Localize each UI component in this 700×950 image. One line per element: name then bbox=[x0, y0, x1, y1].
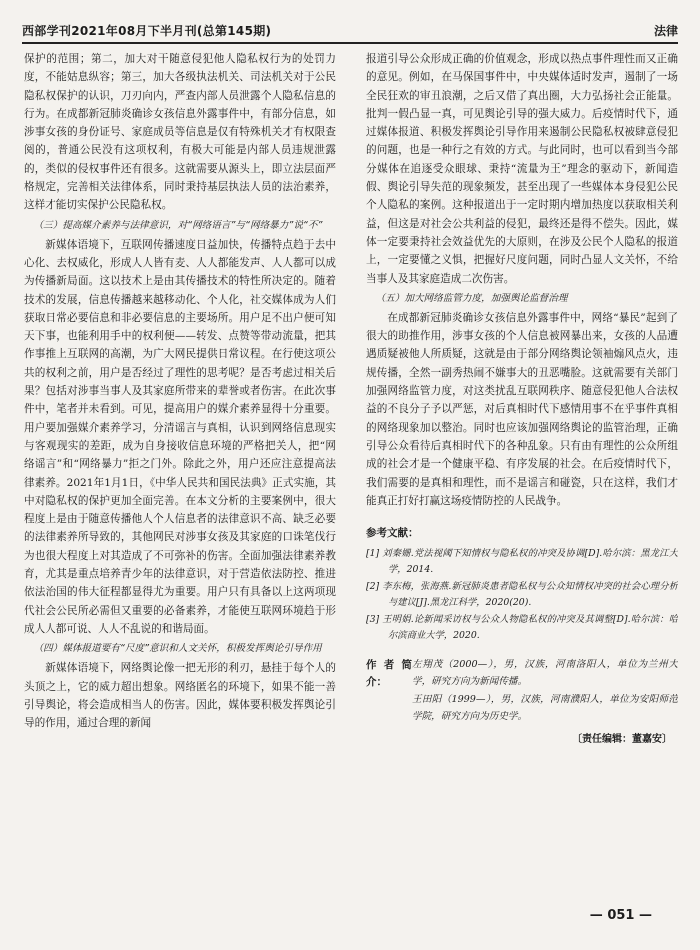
reference-item: [2] 李东梅，张海燕.新冠肺炎患者隐私权与公众知情权冲突的社会心理分析与建议[J].黑龙江科学，2020(20). bbox=[366, 581, 678, 608]
author-bio: 王田阳（1999—），男，汉族，河南濮阳人，单位为安阳师范学院，研究方向为历史学。 bbox=[412, 694, 678, 722]
body-paragraph: 保护的范围；第二，加大对干随意侵犯他人隐私权行为的处罚力度，不能姑息纵容；第三，加大各级执法机关、司法机关对于公民隐私权保护的认识，刀刃向内，严查内部人员泄露个人隐私信息的行为。在成都新冠肺炎确诊女孩信息外露事件中，有部分信息，如涉事女孩的身份证号、家庭成员等信息是仅有特殊机关才有权限查阅的，普通公民没有这项权利，有极大可能是内部人员违规泄露的，类似的侵权事件还有很多。这就需要从源头上，即立法层面严格规定，完善相关法律体系，同时秉持基层执法人员的法治素养，这样才能切实保护公民隐私权。 bbox=[24, 53, 336, 212]
body-paragraph: 报道引导公众形成正确的价值观念，形成以热点事件理性而又正确的意见。例如，在马保国事件中，中央媒体适时发声，遏制了一场全民狂欢的审丑浪潮，之后又借了真出圈，大力弘扬社会正能量。批判一假凸显一真，可见舆论引导的强大威力。后疫情时代下，通过媒体报道、积极发挥舆论引导作用来遏制公民隐私权被肆意侵犯的问题，也是一种行之有效的方式。与此同时，也可以看到当今部分媒体在追逐受众眼球、秉持“流量为王”理念的驱动下，新闻造假、舆论引导失范的现象频发，甚至出现了一些媒体本身侵犯公民个人隐私的案例。这种报道出于一定时期内增加热度以获取相关利益，但这是对社会公共利益的侵犯，最终还是得不偿失。因此，媒体一定要秉持社会效益优先的大原则，在涉及公民个人隐私的报道上，一定要懂之义惧，把握好尺度问题，同时凸显人文关怀，不给当事人及其家庭造成二次伤害。 bbox=[366, 53, 678, 285]
subheading: （三）提高媒介素养与法律意识，对“网络语言”与“网络暴力”说“不” bbox=[33, 219, 323, 231]
body-paragraph: 新媒体语境下，网络舆论像一把无形的利刃，悬挂于每个人的头顶之上，它的威力超出想象。网络匿名的环境下，如果不能一善引导舆论，将会造成相当人的伤害。因此，媒体要积极发挥舆论引导的作用，通过合理的新闻 bbox=[24, 662, 336, 730]
subheading: （四）媒体报道要有“尺度”意识和人文关怀，积极发挥舆论引导作用 bbox=[33, 643, 322, 655]
author-label: 作者简介： bbox=[366, 659, 412, 688]
right-column bbox=[366, 50, 678, 890]
responsible-editor: 〔责任编辑：董嘉安〕 bbox=[572, 734, 672, 746]
references-title: 参考文献： bbox=[366, 527, 419, 540]
reference-item: [1] 刘秦姗.党法视阈下知情权与隐私权的冲突及协调[D].哈尔滨：黑龙江大学，2014. bbox=[366, 548, 678, 575]
page-number: — 051 — bbox=[589, 908, 652, 923]
page-header bbox=[22, 20, 678, 44]
author-bio: 左翔茂（2000—），男，汉族，河南洛阳人，单位为兰州大学，研究方向为新闻传播。 bbox=[412, 659, 678, 687]
body-paragraph: 在成都新冠肺炎确诊女孩信息外露事件中，网络“暴民”起到了很大的助推作用，涉事女孩的个人信息被网暴出来，女孩的人品遭遇质疑被他人所质疑，这就是由于部分网络舆论领袖煽风点火，违规传播，全然一副秀热闹不嫌事大的丑恶嘴脸。这就需要有关部门加强网络监管力度，对这类扰乱互联网秩序、随意侵犯他人合法权益的不良分子予以严惩，对后真相时代下感情用事不在乎事件真相的网络现象加以整治。同时也应该加强网络舆论的监管治理，正确引导公众看待后真相时代下的各种乱象。只有由有理性的公众所组成的社会才是一个健康平稳、有序发展的社会。在后疫情时代下，我们需要的是真相和理性，而不是谣言和碰瓷，只在这样，我们才能真正打好打赢这场疫情防控的人民战争。 bbox=[366, 311, 678, 507]
body-paragraph: 新媒体语境下，互联网传播速度日益加快，传播特点趋于去中心化、去权威化，形成人人皆有麦、人人都能发声、人人都可以成为传播新局面。这以技术上是由其传播技术的特性所决定的。随着技术的发展，信息传播越来越移动化、个人化，社交媒体成为人们获取日常必要信息和非必要信息的主要场所。用户足不出户便可知天下事，也能利用手中的权利便——转发、点赞等带动流量，把其作事推上互联网的高潮，为广大网民提供日常议程。在行使这项公共的权利之前，用户是否经过了理性的思考呢？是否考虑过相关后果？包括对涉事当事人及其家庭所带来的辈誉或者伤害。在此次事件中，笔者并未看到。可见，提高用户的媒介素养显得十分重要。用户要加强媒介素养学习，分清谣言与真相，认识到网络信息现实与客观现实的差距，成为自身接收信息环境的严格把关人，把“网络谣言”和“网络暴力”拒之门外。除此之外，用户还应注意提高法律素养。2021年1月1日，《中华人民共和国民法典》正式实施，其中对隐私权的保护更加全面完善。在本文分析的主要案例中，很大程度上是由于随意传播他人个人信息者的法律意识不高、缺乏必要的法律素养所导致的，其他网民对涉事女孩及其家庭的口诛笔伐行为也很大程度上对其造成了不可弥补的伤害。全面加强法律素养教育，尤其是重点培养青少年的法律意识，对于营造依法防控、推进依法治国的伟大征程都显得尤为重要。用户只有具备以上这两项现代社会公民所必需但又重要的必备素养，才能使互联网环境趋于形成人人都可说、人人不乱说的和谐局面。 bbox=[24, 238, 336, 635]
left-column bbox=[24, 50, 336, 890]
author-info bbox=[366, 657, 678, 725]
reference-item: [3] 王明娟.论新闻采访权与公众人物隐私权的冲突及其调整[D].哈尔滨：哈尔滨商业大学，2020. bbox=[366, 614, 678, 641]
subheading: （五）加大网络监管力度，加强舆论监督治理 bbox=[375, 292, 568, 304]
section-label: 法律 bbox=[653, 24, 678, 38]
journal-masthead: 西部学刊2021年08月下半月刊(总第145期) bbox=[22, 24, 272, 38]
